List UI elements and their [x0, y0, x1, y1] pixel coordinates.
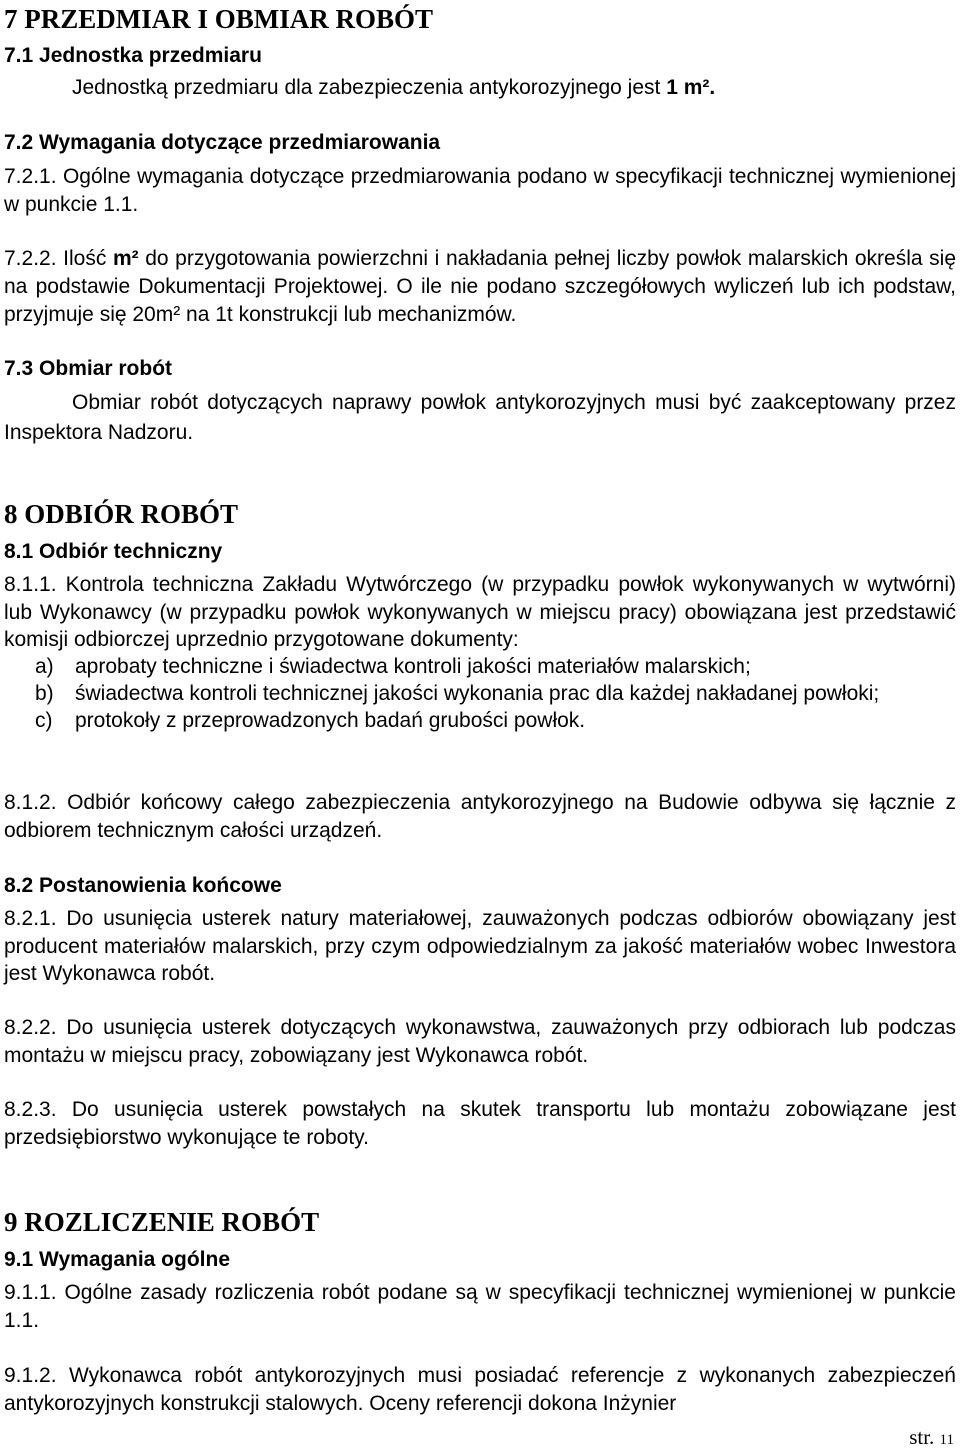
section-8-2-title: 8.2 Postanowienia końcowe	[4, 874, 282, 897]
list-marker: a)	[35, 655, 54, 678]
list-marker: c)	[35, 709, 53, 732]
section-7-1-title: 7.1 Jednostka przedmiaru	[4, 44, 262, 67]
list-item	[4, 707, 956, 734]
documents-list	[4, 653, 956, 734]
paragraph-8-1-2: 8.1.2. Odbiór końcowy całego zabezpieczenia antykorozyjnego na Budowie odbywa się łącznie z odbiorem technicznym całości urządzeń.	[4, 791, 956, 842]
section-7-3-text-content: Obmiar robót dotyczących naprawy powłok antykorozyjnych musi być zaakceptowany przez Inspektora Nadzoru.	[4, 391, 956, 444]
paragraph-8-1-1: 8.1.1. Kontrola techniczna Zakładu Wytwórczego (w przypadku powłok wykonywanych w wytwórni) lub Wykonawcy (w przypadku powłok wykonywanych w miejscu pracy) obowiązana jest przedstawić komisji odbiorczej uprzednio przygotowane dokumenty:	[4, 573, 956, 651]
list-text: protokoły z przeprowadzonych badań grubości powłok.	[75, 709, 586, 732]
section-9-1-title: 9.1 Wymagania ogólne	[4, 1248, 231, 1271]
paragraph-8-2-3: 8.2.3. Do usunięcia usterek powstałych na skutek transportu lub montażu zobowiązane jest przedsiębiorstwo wykonujące te roboty.	[4, 1098, 956, 1149]
section-7-3-text	[4, 388, 956, 448]
paragraph-7-2-2	[4, 245, 956, 329]
paragraph-7-2-1: 7.2.1. Ogólne wymagania dotyczące przedmiarowania podano w specyfikacji technicznej wymienionej w punkcie 1.1.	[4, 165, 956, 216]
section-8-title: 8 ODBIÓR ROBÓT	[4, 499, 239, 529]
section-9-title: 9 ROZLICZENIE ROBÓT	[4, 1207, 320, 1237]
section-8-1-title: 8.1 Odbiór techniczny	[4, 540, 223, 563]
list-text: aprobaty techniczne i świadectwa kontroli jakości materiałów malarskich;	[75, 655, 751, 678]
paragraph-9-1-2: 9.1.2. Wykonawca robót antykorozyjnych musi posiadać referencje z wykonanych zabezpieczeń antykorozyjnych konstrukcji stalowych. Oceny referencji dokona Inżynier	[4, 1364, 956, 1415]
section-7-2-title: 7.2 Wymagania dotyczące przedmiarowania	[4, 131, 441, 154]
list-text: świadectwa kontroli technicznej jakości wykonania prac dla każdej nakładanej powłoki;	[75, 682, 880, 705]
list-marker: b)	[35, 682, 54, 705]
list-item	[4, 653, 956, 680]
list-item	[4, 680, 956, 707]
paragraph-7-2-2-rest: do przygotowania powierzchni i nakładania pełnej liczby powłok malarskich określa się na podstawie Dokumentacji Projektowej. O ile nie podano szczegółowych wyliczeń lub ich podstaw, przyjmuje się 20m² na 1t konstrukcji lub mechanizmów.	[4, 247, 956, 326]
section-7-3-title: 7.3 Obmiar robót	[4, 357, 173, 380]
paragraph-7-2-2-start: 7.2.2. Ilość	[4, 247, 113, 270]
page-number	[909, 1424, 954, 1453]
section-7-1-text	[4, 74, 956, 101]
section-7-title: 7 PRZEDMIAR I OBMIAR ROBÓT	[4, 4, 434, 34]
paragraph-9-1-1: 9.1.1. Ogólne zasady rozliczenia robót podane są w specyfikacji technicznej wymienionej w punkcie 1.1.	[4, 1281, 956, 1332]
unit-value: 1 m².	[666, 76, 716, 99]
paragraph-8-2-1: 8.2.1. Do usunięcia usterek natury materiałowej, zauważonych podczas odbiorów obowiązany jest producent materiałów malarskich, przy czym odpowiedzialnym za jakość materiałów wobec Inwestora jest Wykonawca robót.	[4, 907, 956, 985]
page-number-value: 11	[939, 1432, 954, 1448]
page-label: str.	[909, 1425, 935, 1449]
paragraph-8-2-2: 8.2.2. Do usunięcia usterek dotyczących wykonawstwa, zauważonych przy odbiorach lub podczas montażu w miejscu pracy, zobowiązany jest Wykonawca robót.	[4, 1016, 956, 1067]
unit-text: Jednostką przedmiaru dla zabezpieczenia antykorozyjnego jest	[72, 76, 667, 99]
paragraph-7-2-2-unit: m²	[112, 247, 139, 270]
